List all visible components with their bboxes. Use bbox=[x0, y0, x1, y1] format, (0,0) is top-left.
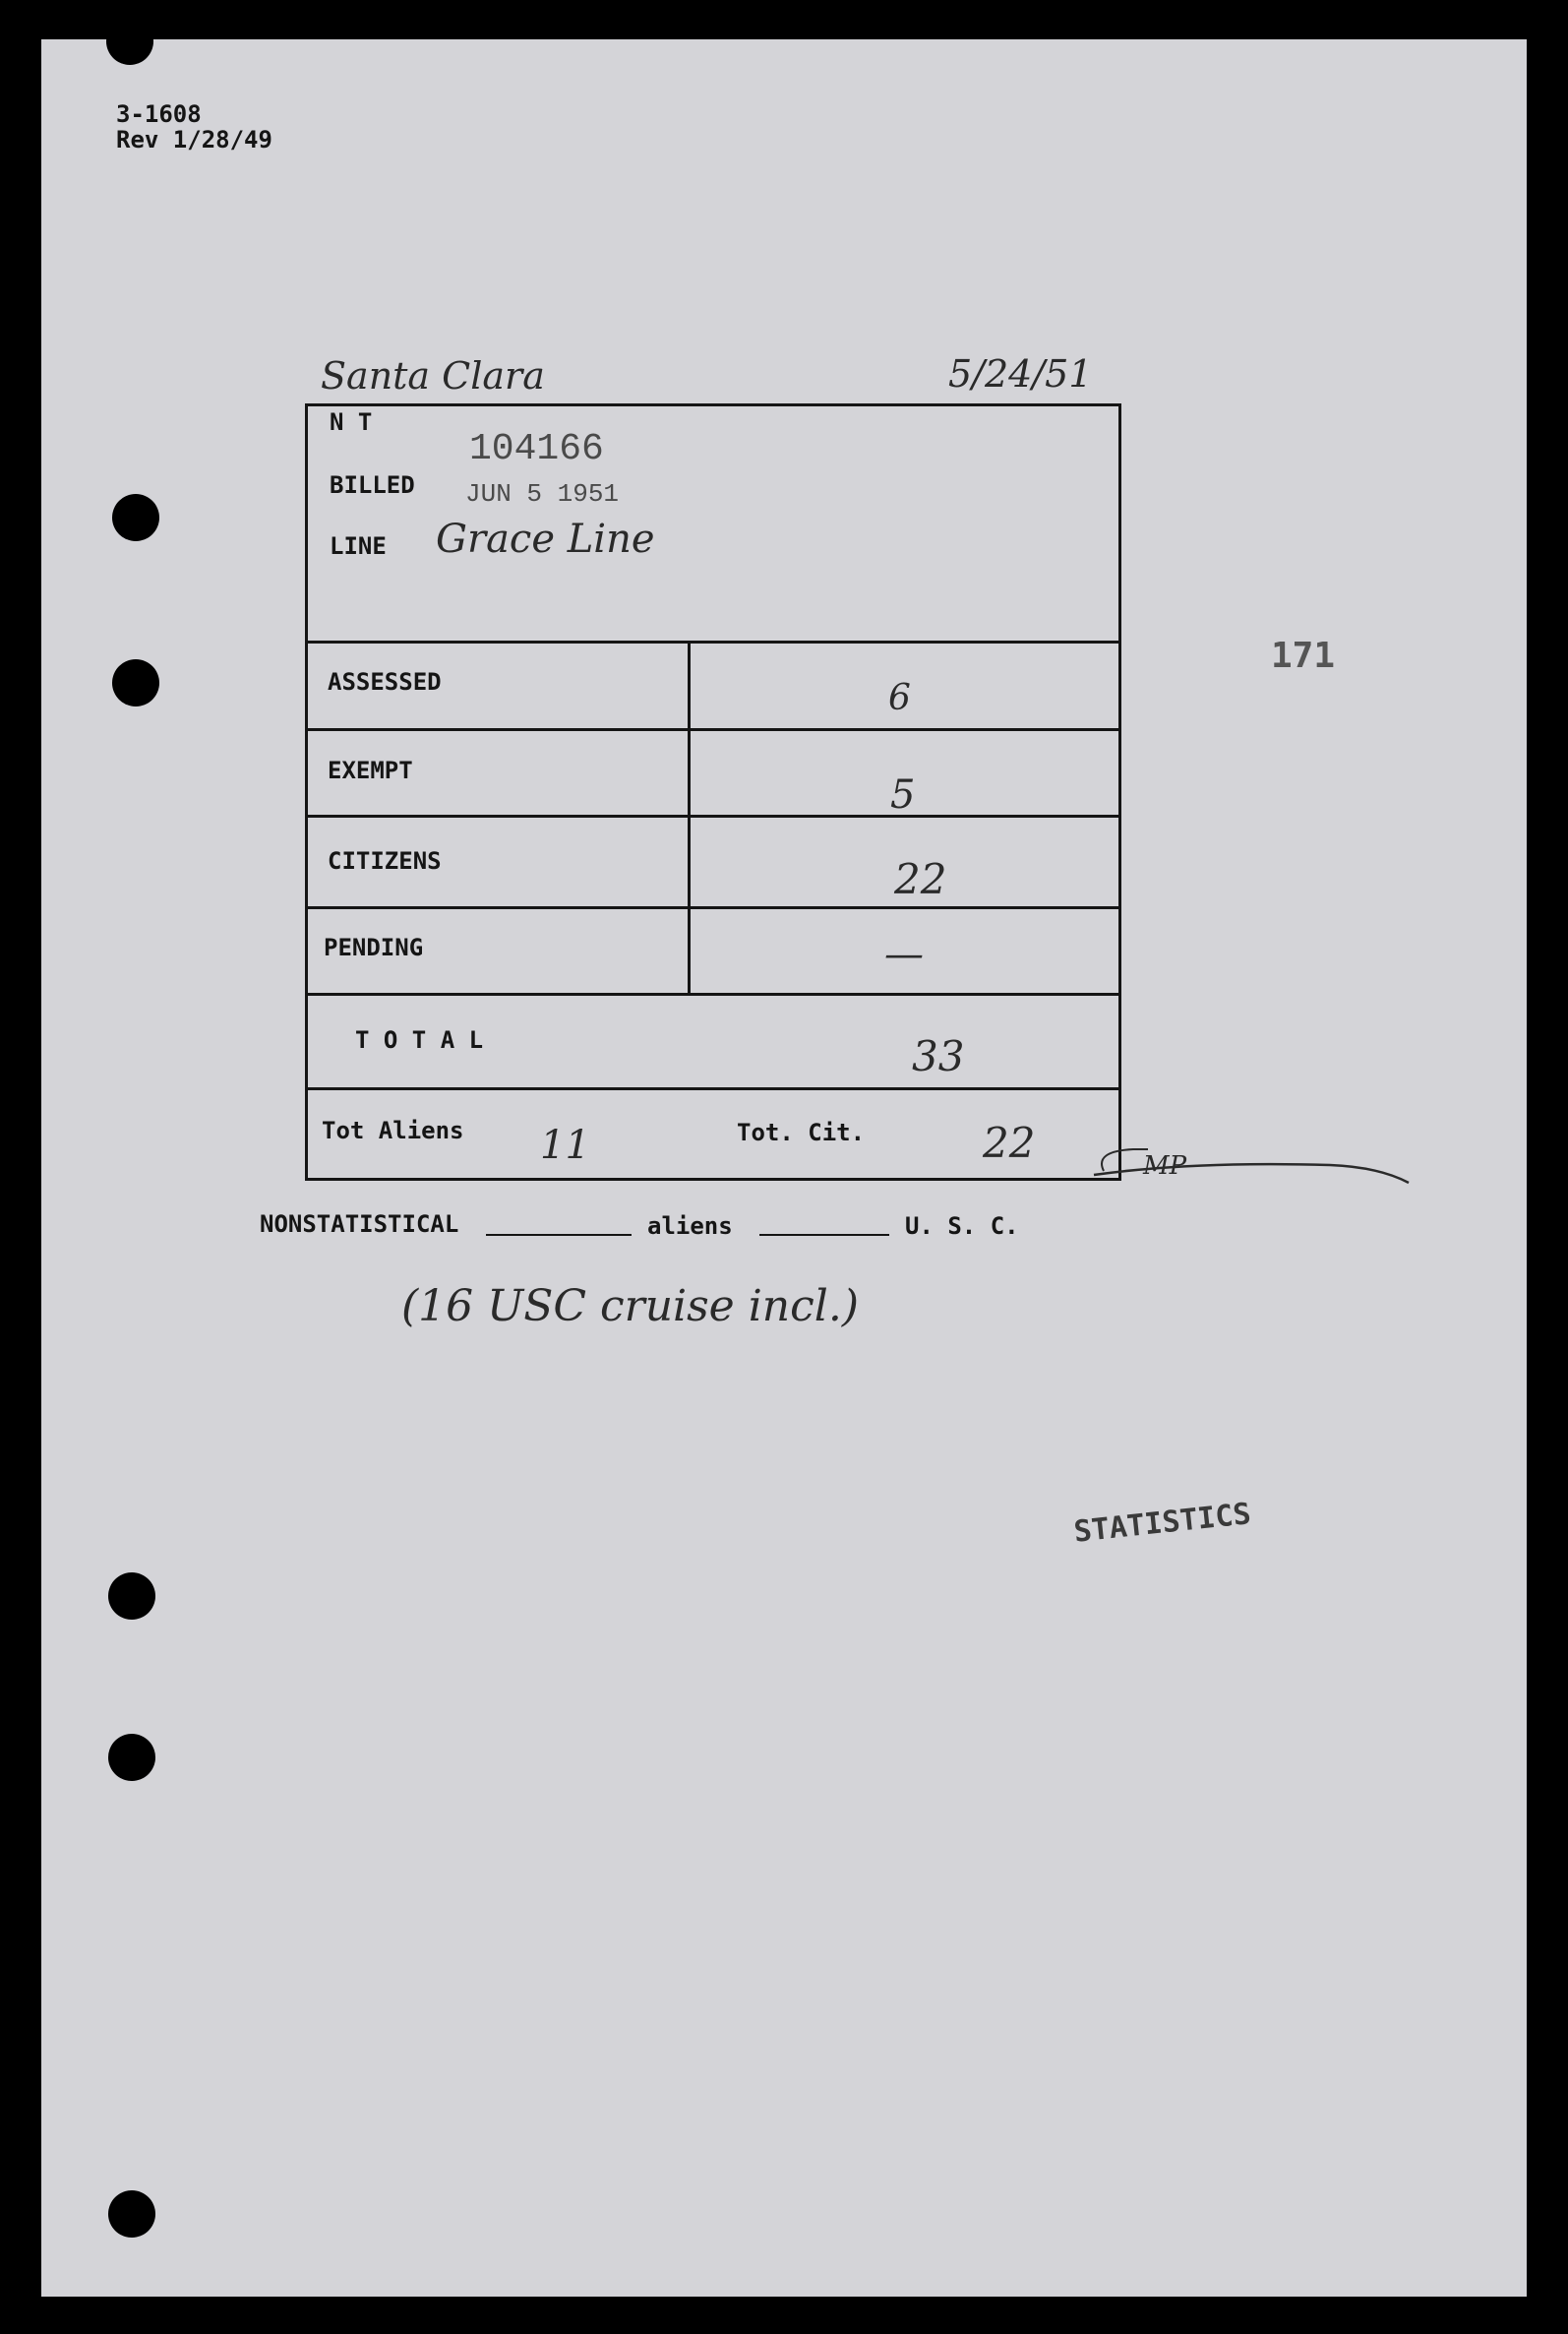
tot-cit-label: Tot. Cit. bbox=[737, 1119, 866, 1146]
nonstatistical-blank bbox=[486, 1234, 632, 1236]
stamp-date: JUN 5 1951 bbox=[465, 479, 620, 509]
punch-hole bbox=[112, 494, 159, 541]
nt-label: N T bbox=[330, 408, 373, 436]
divider bbox=[308, 993, 1118, 996]
divider bbox=[308, 906, 1118, 909]
billed-label: BILLED bbox=[330, 471, 415, 499]
page-number: 171 bbox=[1271, 636, 1336, 676]
column-divider bbox=[688, 641, 691, 995]
divider bbox=[308, 815, 1118, 818]
date-handwritten: 5/24/51 bbox=[948, 352, 1093, 396]
statistics-stamp: STATISTICS bbox=[1072, 1497, 1253, 1550]
line-label: LINE bbox=[330, 532, 387, 560]
row-label-citizens: CITIZENS bbox=[328, 847, 442, 875]
punch-hole bbox=[106, 18, 153, 65]
punch-hole bbox=[108, 1734, 155, 1781]
total-value: 33 bbox=[912, 1032, 965, 1080]
row-value-exempt: 5 bbox=[890, 772, 916, 818]
nonstatistical-label: NONSTATISTICAL bbox=[260, 1210, 459, 1238]
punch-hole bbox=[112, 659, 159, 706]
stamp-number: 104166 bbox=[469, 428, 604, 470]
tot-aliens-label: Tot Aliens bbox=[322, 1117, 464, 1144]
form-number: 3-1608 bbox=[116, 100, 202, 128]
row-label-pending: PENDING bbox=[324, 934, 424, 961]
initials-flourish bbox=[1074, 1132, 1428, 1210]
row-value-pending: — bbox=[884, 932, 924, 977]
tot-aliens-value: 11 bbox=[540, 1123, 590, 1168]
row-label-exempt: EXEMPT bbox=[328, 757, 413, 784]
line-value: Grace Line bbox=[436, 517, 655, 562]
row-value-citizens: 22 bbox=[894, 855, 947, 903]
total-label: T O T A L bbox=[355, 1026, 484, 1054]
row-label-assessed: ASSESSED bbox=[328, 668, 442, 696]
document-page bbox=[41, 39, 1527, 2297]
usc-label: U. S. C. bbox=[905, 1212, 1019, 1240]
form-revision: Rev 1/28/49 bbox=[116, 126, 272, 154]
aliens-blank bbox=[759, 1234, 889, 1236]
punch-hole bbox=[108, 1572, 155, 1620]
handwritten-note: (16 USC cruise incl.) bbox=[401, 1281, 859, 1331]
punch-hole bbox=[108, 2190, 155, 2238]
divider bbox=[308, 728, 1118, 731]
row-value-assessed: 6 bbox=[888, 678, 911, 718]
initials: MP bbox=[1143, 1151, 1187, 1181]
form-table bbox=[305, 403, 1121, 1181]
tot-cit-value: 22 bbox=[983, 1119, 1036, 1167]
aliens-label: aliens bbox=[647, 1212, 733, 1240]
location-handwritten: Santa Clara bbox=[321, 354, 545, 398]
divider bbox=[308, 641, 1118, 644]
divider bbox=[308, 1087, 1118, 1090]
